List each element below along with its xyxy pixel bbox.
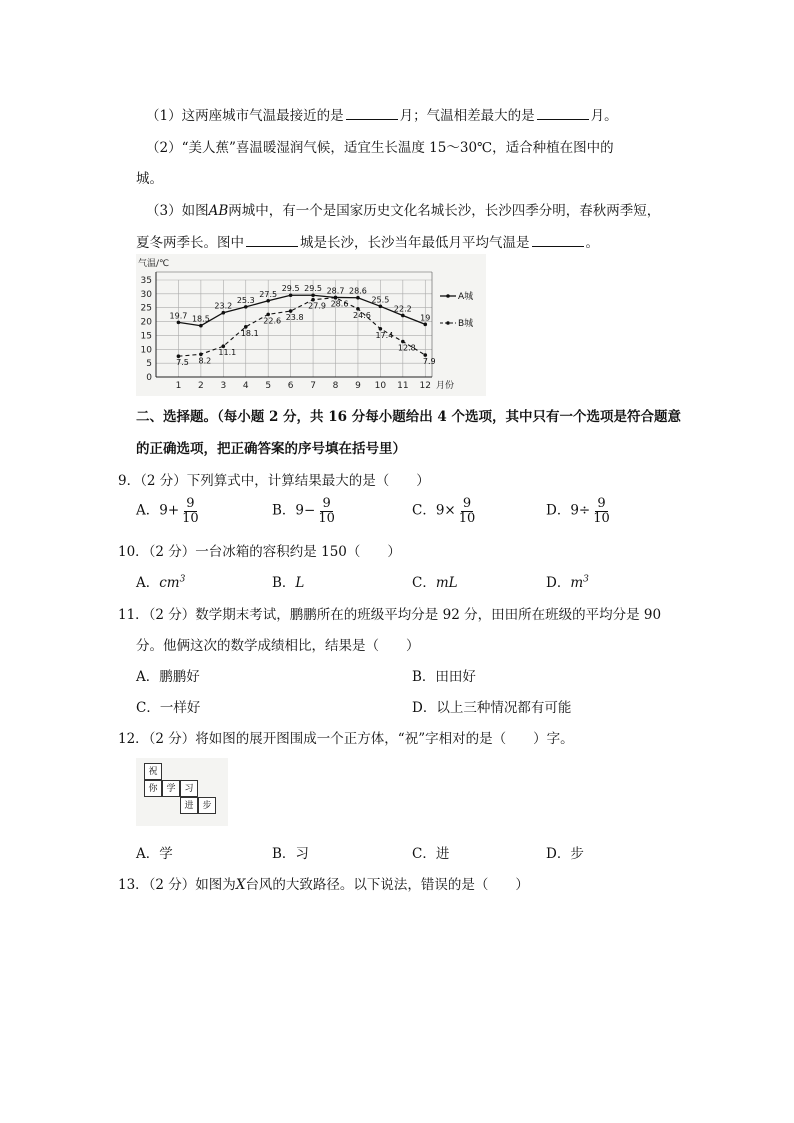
data-label: 12.8	[397, 343, 416, 353]
data-label: 7.5	[176, 358, 189, 368]
q12-option-c[interactable]: C．进	[412, 846, 450, 862]
q10-option-c[interactable]: C．mL	[412, 575, 458, 591]
q10-option-d[interactable]: D．$m^3$	[546, 574, 589, 591]
q12-option-d[interactable]: D．步	[546, 846, 584, 862]
q9-stem: 9．（2 分）下列算式中，计算结果最大的是（ ）	[118, 473, 430, 489]
data-label: 27.5	[259, 289, 278, 299]
q11-stem: 11．（2 分）数学期末考试，鹏鹏所在的班级平均分是 92 分，田田所在班级的平均分是 90	[118, 607, 662, 623]
x-tick-label: 12	[419, 381, 431, 391]
section-heading-cont: 的正确选项，把正确答案的序号填在括号里）	[136, 441, 406, 457]
data-label: 22.6	[263, 316, 282, 326]
x-tick-label: 11	[397, 381, 409, 391]
cube-net	[136, 758, 228, 826]
data-point	[379, 305, 383, 309]
q11-option-b[interactable]: B．田田好	[412, 669, 476, 685]
data-label: 29.5	[304, 284, 322, 294]
q10-stem: 10．（2 分）一台冰箱的容积约是 150（ ）	[118, 544, 401, 560]
y-axis-title: 气温/℃	[138, 259, 170, 269]
data-label: 23.2	[214, 301, 233, 311]
y-tick-label: 30	[140, 289, 152, 300]
q9-option-c[interactable]: C．9× $\frac{9}{10}$	[412, 496, 476, 526]
q9-option-a[interactable]: A．9+ $\frac{9}{10}$	[136, 496, 199, 526]
y-tick-label: 25	[140, 303, 152, 314]
data-label: 7.9	[422, 357, 436, 367]
x-tick-label: 1	[175, 381, 182, 391]
y-tick-label: 0	[146, 373, 152, 383]
x-tick-label: 6	[287, 381, 294, 391]
answer-blank[interactable]	[532, 234, 584, 247]
x-tick-label: 4	[242, 381, 249, 391]
data-point	[222, 311, 226, 315]
y-tick-label: 5	[146, 359, 152, 370]
y-tick-label: 20	[140, 317, 152, 328]
x-tick-label: 3	[220, 381, 227, 391]
q12-stem: 12．（2 分）将如图的展开图围成一个正方体，“祝”字相对的是（ ）字。	[118, 731, 574, 747]
q10-option-b[interactable]: B．L	[272, 575, 305, 591]
x-tick-label: 7	[310, 381, 316, 391]
net-cell: 习	[180, 780, 198, 797]
x-tick-label: 5	[265, 381, 272, 391]
data-label: 28.7	[326, 286, 345, 296]
data-point	[356, 296, 360, 300]
net-cell: 学	[162, 780, 180, 797]
data-label: 8.2	[198, 356, 212, 366]
data-point	[244, 305, 248, 309]
q11-stem-cont: 分。他俩这次的数学成绩相比，结果是（ ）	[136, 638, 420, 654]
q11-option-a[interactable]: A．鹏鹏好	[136, 669, 200, 685]
q9-option-d[interactable]: D．9÷ $\frac{9}{10}$	[546, 496, 610, 526]
data-label: 28.6	[330, 299, 349, 309]
q8-part2: （2）“美人蕉”喜温暖湿润气候，适宜生长温度 15～30℃，适合种植在图中的	[146, 140, 614, 156]
data-label: 23.8	[285, 313, 304, 323]
q11-option-c[interactable]: C．一样好	[136, 700, 201, 716]
net-cell: 祝	[144, 763, 162, 780]
y-tick-label: 35	[140, 276, 152, 286]
data-label: 22.2	[393, 304, 412, 314]
data-point	[266, 299, 270, 303]
data-label: 25.3	[236, 295, 255, 305]
temperature-chart	[136, 254, 486, 396]
x-tick-label: 9	[355, 381, 361, 391]
data-label: 18.1	[240, 328, 259, 338]
q9-option-b[interactable]: B．9− $\frac{9}{10}$	[272, 496, 335, 526]
q8-part2-cont: 城。	[136, 171, 163, 187]
q12-option-b[interactable]: B．习	[272, 846, 309, 862]
q11-option-d[interactable]: D．以上三种情况都有可能	[412, 700, 572, 716]
legend-marker-a	[446, 294, 450, 298]
q13-stem: 13．（2 分）如图为X台风的大致路径。以下说法，错误的是（ ）	[118, 877, 529, 893]
net-cell: 你	[144, 780, 162, 797]
q8-part3: （3）如图AB两城中，有一个是国家历史文化名城长沙，长沙四季分明，春秋两季短，	[146, 203, 661, 219]
y-tick-label: 15	[140, 331, 152, 342]
data-label: 29.5	[281, 284, 300, 294]
q10-option-a[interactable]: A．$cm^3$	[136, 574, 186, 591]
answer-blank[interactable]	[537, 107, 589, 120]
answer-blank[interactable]	[346, 107, 398, 120]
data-label: 17.4	[375, 330, 394, 340]
data-point	[423, 323, 427, 327]
data-point	[177, 321, 181, 325]
section-heading: 二、选择题。（每小题 2 分，共 16 分每小题给出 4 个选项，其中只有一个选项是符合题意	[136, 409, 682, 425]
answer-blank[interactable]	[246, 234, 298, 247]
data-label: 11.1	[218, 348, 237, 358]
data-label: 19	[420, 313, 431, 323]
data-point	[401, 314, 405, 318]
q8-part1: （1）这两座城市气温最接近的是 月；气温相差最大的是 月。	[146, 108, 618, 124]
data-point	[199, 324, 203, 328]
net-cell: 步	[198, 797, 216, 814]
data-point	[311, 293, 315, 297]
data-label: 27.9	[308, 301, 326, 311]
x-tick-label: 2	[198, 381, 204, 391]
legend-marker-b	[446, 321, 450, 325]
data-label: 18.5	[191, 314, 210, 324]
net-cell: 进	[180, 797, 198, 814]
q8-part3-cont: 夏冬两季长。图中 城是长沙，长沙当年最低月平均气温是 。	[136, 235, 599, 251]
data-label: 25.5	[371, 295, 390, 305]
x-tick-label: 8	[332, 381, 339, 391]
data-label: 24.6	[353, 310, 371, 320]
q12-option-a[interactable]: A．学	[136, 846, 173, 862]
legend-label-a: A城	[458, 292, 474, 302]
x-axis-title: 月份	[436, 381, 455, 391]
legend-label-b: B城	[458, 319, 474, 329]
data-point	[289, 293, 293, 297]
data-label: 28.6	[349, 286, 367, 296]
data-label: 19.7	[169, 311, 188, 321]
x-tick-label: 10	[374, 381, 387, 391]
y-tick-label: 10	[140, 345, 152, 356]
